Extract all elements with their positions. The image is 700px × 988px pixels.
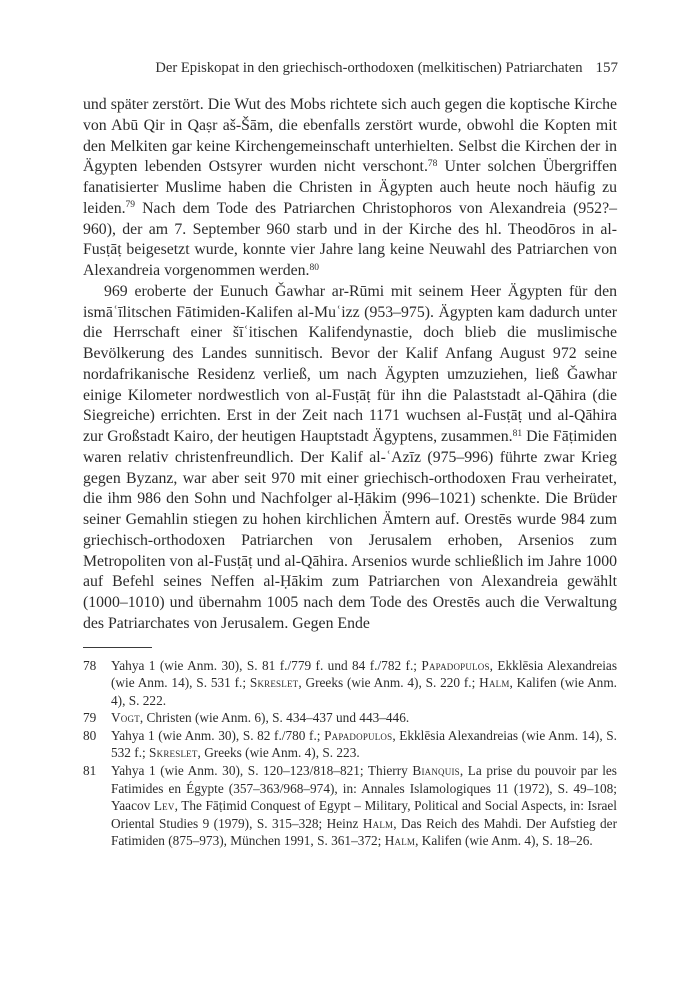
footnote-marker-80: 80	[309, 262, 319, 273]
author-name: Halm	[362, 815, 394, 831]
footnote-79: 79 Vogt, Christen (wie Anm. 6), S. 434–437 und 443–446.	[83, 710, 410, 726]
running-header-title: Der Episkopat in den griechisch-orthodoxen (melkitischen) Patriarchaten	[155, 60, 583, 76]
footnote-78: 78 Yahya 1 (wie Anm. 30), S. 81 f./779 f. und 84 f./782 f.; Papadopulos, Ekklēsia Alexandreias (wie Anm. 14), S. 531 f.; Skreslet, Greeks (wie Anm. 4), S. 220 f.; Halm, Kalifen (wie Anm. 4), S. 222.	[83, 657, 618, 708]
author-name: Lev	[153, 798, 175, 814]
footnote-number: 81	[83, 763, 97, 779]
footnote-number: 80	[83, 727, 97, 743]
footnote-marker-79: 79	[125, 200, 136, 211]
author-name: Vogt	[111, 710, 140, 726]
body-text	[83, 95, 617, 635]
author-name: Papadopulos	[421, 657, 490, 673]
page-number: 157	[595, 60, 618, 76]
author-name: Skreslet	[249, 675, 299, 691]
author-name: Skreslet	[149, 745, 198, 761]
footnote-80: 80 Yahya 1 (wie Anm. 30), S. 82 f./780 f.; Papadopulos, Ekklēsia Alexandreias (wie Anm. 14), S. 532 f.; Skreslet, Greeks (wie Anm. 4), S. 223.	[83, 727, 617, 761]
footnote-81: 81 Yahya 1 (wie Anm. 30), S. 120–123/818–821; Thierry Bianquis, La prise du pouvoir par les Fatimides en Égypte (357–363/968–974), in: Annales Islamologiques 11 (1972), S. 49–108; Yaacov Lev, The Fāṭimid Conquest of Egypt – Military, Political and Social Aspects, in: Israel Oriental Studies 9 (1979), S. 315–328; Heinz Halm, Das Reich des Mahdi. Der Aufstieg der Fatimiden (875–973), München 1991, S. 361–372; Halm, Kalifen (wie Anm. 4), S. 18–26.	[83, 763, 617, 849]
page-content	[83, 95, 617, 850]
author-name: Halm	[384, 833, 416, 849]
body-paragraph-1: und später zerstört. Die Wut des Mobs richtete sich auch gegen die koptische Kirche von Abū Qir in Qaṣr aš-Šām, die ebenfalls zerstört wurde, obwohl die Kopten mit den Melkiten gar keine Kirchengemeinschaft unterhielten. Selbst die Kirchen der in Ägypten lebenden Ostsyrer wurden nicht verschont.$^{78}$ Unter solchen Übergriffen fanatisierter Muslime haben die Christen in Ägypten auch heute noch häufig zu leiden.$^{79}$ Nach dem Tode des Patriarchen Christophoros von Alexandreia (952?–960), der am 7. September 960 starb und in der Kirche des hl. Theodōros in al-Fusṭāṭ beigesetzt wurde, konnte vier Jahre lang keine Neuwahl des Patriarchen von Alexandreia vorgenommen werden.$^{80}$	[83, 96, 617, 279]
footnote-marker-81: 81	[512, 428, 523, 439]
running-header	[155, 60, 618, 76]
footnotes-block	[83, 657, 617, 851]
footnote-number: 79	[83, 710, 97, 726]
footnote-marker-78: 78	[427, 158, 438, 169]
author-name: Papadopulos	[324, 727, 393, 743]
author-name: Halm	[479, 675, 510, 691]
body-paragraph-2: 969 eroberte der Eunuch Ǧawhar ar-Rūmi mit seinem Heer Ägypten für den ismāʿīlitschen Fātimiden-Kalifen al-Muʿizz (953–975). Ägypten kam dadurch unter die Herrschaft einer šīʿitischen Kalifendynastie, doch blieb die muslimische Bevölkerung des Landes sunnitisch. Bevor der Kalif Anfang August 972 seine nordafrikanische Residenz verließ, um nach Ägypten umzuziehen, ließ Ǧawhar einige Kilometer nordwestlich von al-Fusṭāṭ für ihn die Palaststadt al-Qāhira (die Siegreiche) errichten. Erst in der Zeit nach 1171 wuchsen al-Fusṭāṭ und al-Qāhira zur Großstadt Kairo, der heutigen Hauptstadt Ägyptens, zusammen.$^{81}$ Die Fāṭimiden waren relativ christenfreundlich. Der Kalif al-ʿAzīz (975–996) führte zwar Krieg gegen Byzanz, war aber seit 970 mit einer griechisch-orthodoxen Frau verheiratet, die ihm 986 den Sohn und Nachfolger al-Ḥākim (996–1021) schenkte. Die Brüder seiner Gemahlin stiegen zu hohen kirchlichen Ämtern auf. Orestēs wurde 984 zum griechisch-orthodoxen Patriarchen von Jerusalem erhoben, Arsenios zum Metropoliten von al-Fusṭāṭ und al-Qāhira. Arsenios wurde schließlich im Jahre 1000 auf Befehl seines Neffen al-Ḥākim zum Patriarchen von Alexandreia gewählt (1000–1010) und übernahm 1005 nach dem Tode des Orestēs auch die Verwaltung des Patriarchates von Jerusalem. Gegen Ende	[83, 282, 617, 632]
footnote-number: 78	[83, 657, 97, 673]
author-name: Bianquis	[412, 763, 460, 779]
footnote-separator	[83, 647, 152, 648]
